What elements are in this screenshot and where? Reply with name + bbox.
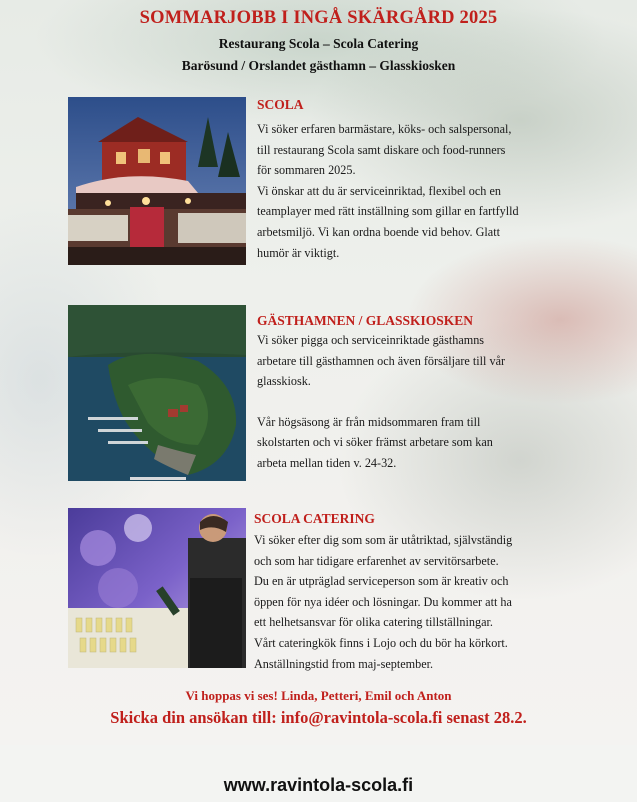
catering-illustration [68,508,246,668]
text-line: arbeta mellan tiden v. 24-32. [257,455,397,470]
text-line: och som har tidigare erfarenhet av servitörsarbete. [254,553,499,568]
section-heading-scola: SCOLA [257,97,304,112]
section-heading-catering: SCOLA CATERING [254,511,375,526]
poster-subtitle-restaurant: Restaurang Scola – Scola Catering [218,36,419,51]
restaurant-photo-illustration [68,97,246,265]
section-text-harbor [257,330,505,474]
text-line: Vi söker efter dig som som är utåtriktad, självständig [254,533,513,547]
text-line: teamplayer med rätt inställning som gillar en fartfylld [257,204,519,219]
text-line: Vi söker pigga och serviceinriktade gästhamns [257,333,485,347]
website-url: www.ravintola-scola.fi [223,775,414,795]
harbor-aerial-photo [68,305,246,481]
catering-photo [68,508,246,668]
text-line: humör är viktigt. [257,245,340,260]
restaurant-photo [68,97,246,265]
text-line: Vi önskar att du är serviceinriktad, flexibel och en [257,183,501,198]
section-heading-harbor: GÄSTHAMNEN / GLASSKIOSKEN [257,313,474,328]
text-line: öppen för nya idéer och lösningar. Du kommer att ha [254,594,512,609]
text-line: för sommaren 2025. [257,163,356,178]
poster-title: SOMMARJOBB I INGÅ SKÄRGÅRD 2025 [139,8,498,28]
apply-instructions: Skicka din ansökan till: info@ravintola-scola.fi senast 28.2. [110,708,527,727]
text-line: skolstarten och vi söker främst arbetare som kan [257,435,493,450]
text-line: arbetare till gästhamnen och även försäljare till vår [257,353,506,368]
harbor-aerial-illustration [68,305,246,481]
text-line: Vi söker erfaren barmästare, köks- och salspersonal, [257,122,512,136]
text-line: arbetsmiljö. Vi kan ordna boende vid behov. Glatt [257,224,500,239]
poster-subtitle-locations: Barösund / Orslandet gästhamn – Glasskiosken [181,58,456,73]
text-line: glasskiosk. [257,374,311,389]
text-line: Anställningstid from maj-september. [254,656,434,671]
text-line: Vår högsäsong är från midsommaren fram till [257,414,481,429]
text-line: ett helhetsansvar för olika catering tillställningar. [254,615,493,630]
text-line: Vårt cateringkök finns i Lojo och du bör ha körkort. [254,635,508,650]
text-line: Du en är utpräglad serviceperson som är kreativ och [254,574,509,589]
section-text-scola [257,119,519,263]
closing-greeting: Vi hoppas vi ses! Linda, Petteri, Emil och Anton [185,688,452,703]
section-text-catering [254,530,512,674]
text-line: till restaurang Scola samt diskare och food-runners [257,142,506,157]
